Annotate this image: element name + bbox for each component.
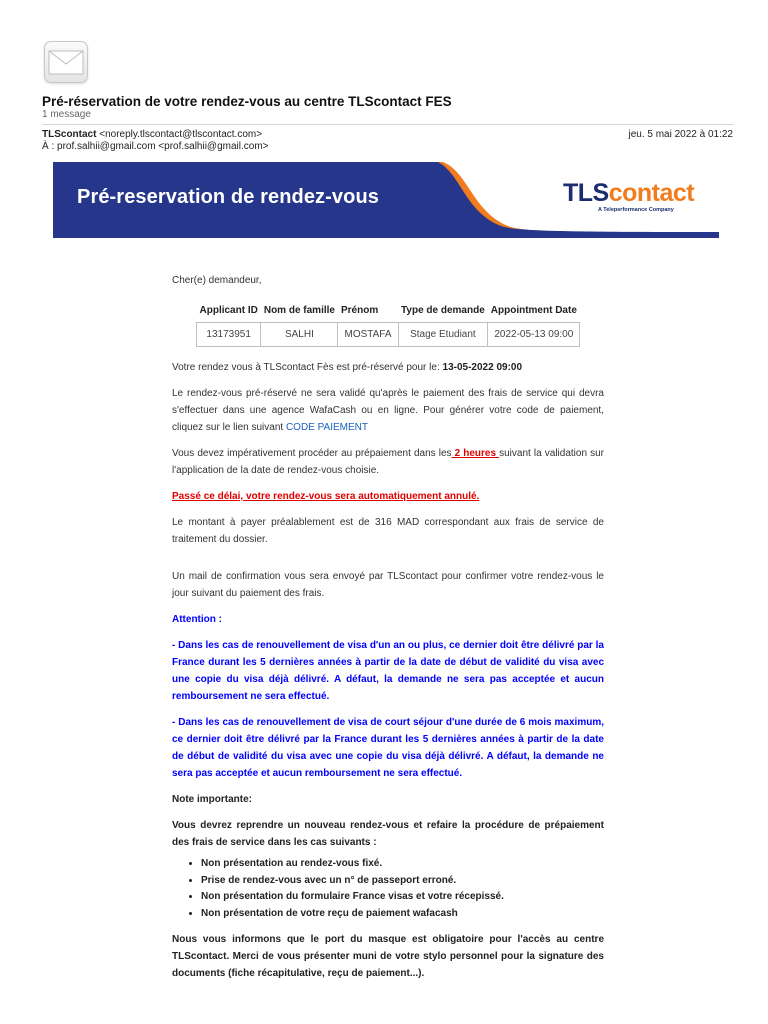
list-item: • Prise de rendez-vous avec un n° de passeport erroné.: [201, 873, 604, 890]
email-body: [172, 272, 604, 982]
message-count: 1 message: [42, 109, 91, 120]
table-header: Prénom: [338, 299, 398, 323]
table-cell: SALHI: [261, 323, 338, 347]
tls-banner: [53, 162, 719, 238]
amount-paragraph: Le montant à payer préalablement est de 316 MAD correspondant aux frais de service de traitement du dossier.: [172, 517, 604, 545]
header-divider: [42, 124, 734, 125]
confirmation-paragraph: Un mail de confirmation vous sera envoyé par TLScontact pour confirmer votre rendez-vous le jour suivant du paiement des frais.: [172, 571, 604, 599]
attention-item: - Dans les cas de renouvellement de visa d'un an ou plus, ce dernier doit être délivré par la France durant les 5 dernières années à partir de la date de début de validité du visa avec une copie du visa déjà délivré. A défaut, la demande ne sera pas acceptée et aucun remboursement ne sera effectué.: [172, 640, 604, 702]
attention-title: Attention :: [172, 614, 222, 625]
code-paiement-link[interactable]: CODE PAIEMENT: [285, 422, 368, 433]
prepay-deadline: 2 heures: [451, 448, 500, 459]
list-item: • Non présentation au rendez-vous fixé.: [201, 856, 604, 873]
table-cell: Stage Etudiant: [398, 323, 488, 347]
table-cell: 2022-05-13 09:00: [488, 323, 580, 347]
note-title: Note importante:: [172, 794, 252, 805]
cancellation-warning: Passé ce délai, votre rendez-vous sera automatiquement annulé.: [172, 491, 480, 502]
email-date: jeu. 5 mai 2022 à 01:22: [628, 129, 733, 140]
logo-tagline: A Teleperformance Company: [598, 207, 674, 213]
sender-address[interactable]: <noreply.tlscontact@tlscontact.com>: [99, 129, 263, 140]
mask-paragraph: Nous vous informons que le port du masque est obligatoire pour l'accès au centre TLScontact. Merci de vous présenter muni de votre stylo personnel pour la signature des documents (fiche récapitulative, reçu de paiement...).: [172, 934, 604, 979]
list-item: • Non présentation de votre reçu de paiement wafacash: [201, 906, 604, 923]
note-list: [172, 856, 604, 922]
note-intro: Vous devrez reprendre un nouveau rendez-vous et refaire la procédure de prépaiement des frais de service dans les cas suivants :: [172, 820, 604, 848]
table-header: Type de demande: [398, 299, 488, 323]
list-item: • Non présentation du formulaire France visas et votre récepissé.: [201, 889, 604, 906]
table-header: Nom de famille: [261, 299, 338, 323]
tlscontact-logo: TLScontact A Teleperformance Company: [563, 180, 703, 213]
appointment-table: [196, 299, 580, 347]
prepayment-paragraph: Vous devez impérativement procéder au prépaiement dans les 2 heures suivant la validation sur l'application de la date de rendez-vous choisie.: [172, 448, 604, 476]
appointment-date: 13-05-2022 09:00: [442, 362, 523, 373]
attention-item: - Dans les cas de renouvellement de visa de court séjour d'une durée de 6 mois maximum, ce dernier doit être délivré par la France durant les 5 dernières années à partir de la date de début de validité du visa avec une copie du visa déjà délivré. A défaut, la demande ne sera pas acceptée et aucun remboursement ne sera effectué.: [172, 717, 604, 779]
appointment-paragraph: Votre rendez vous à TLScontact Fès est pré-réservé pour le: 13-05-2022 09:00: [172, 362, 523, 373]
sender-line: [42, 129, 262, 140]
recipient-line: À : prof.salhii@gmail.com <prof.salhii@gmail.com>: [42, 141, 269, 152]
table-row: [197, 323, 580, 347]
greeting: Cher(e) demandeur,: [172, 275, 262, 286]
validation-paragraph: Le rendez-vous pré-réservé ne sera validé qu'après le paiement des frais de service qui devra s'effectuer dans une agence WafaCash ou en ligne. Pour générer votre code de paiement, cliquez sur le lien suivant CODE PAIEMENT: [172, 388, 604, 433]
banner-title: Pré-reservation de rendez-vous: [77, 186, 379, 208]
table-cell: MOSTAFA: [338, 323, 398, 347]
mail-envelope-icon: [44, 41, 88, 83]
table-cell: 13173951: [197, 323, 261, 347]
email-subject: Pré-réservation de votre rendez-vous au centre TLScontact FES: [42, 94, 452, 109]
sender-name: TLScontact: [42, 129, 97, 140]
table-header: Appointment Date: [488, 299, 580, 323]
table-header: Applicant ID: [197, 299, 261, 323]
